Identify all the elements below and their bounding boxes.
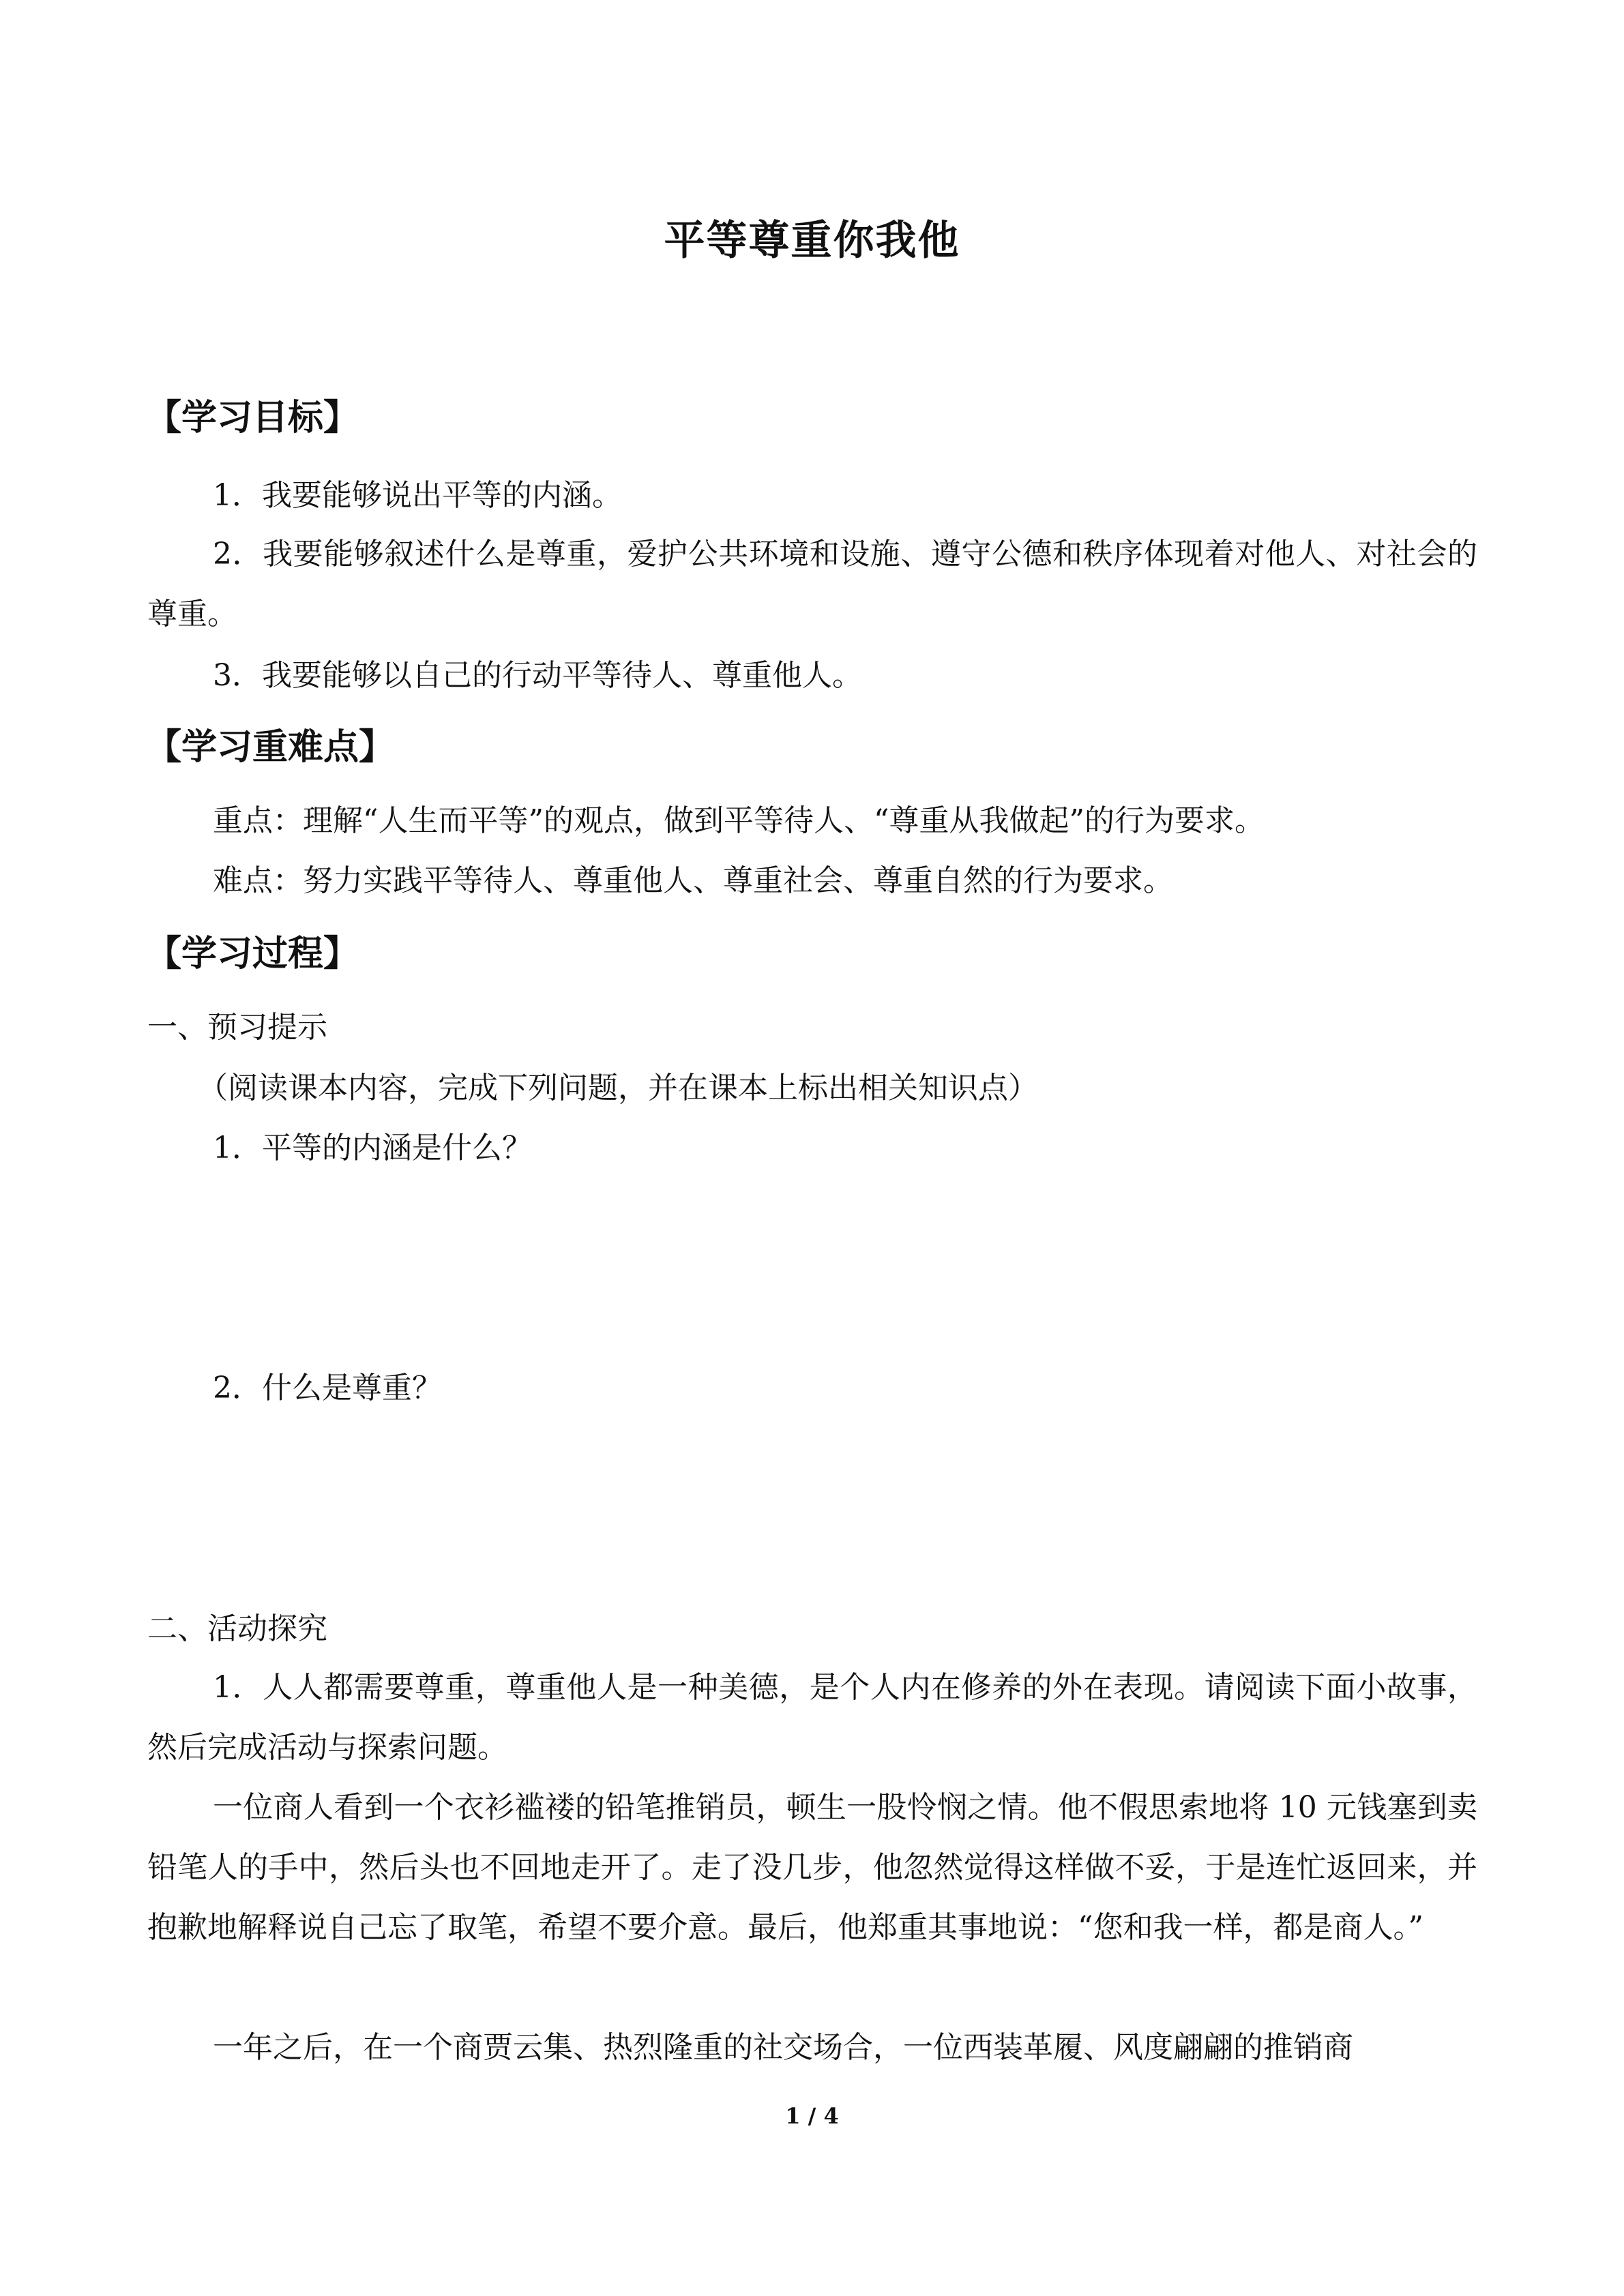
key-point-item: 重点：理解“人生而平等”的观点，做到平等待人、“尊重从我做起”的行为要求。 xyxy=(213,803,1265,838)
activity-paragraph-3: 一年之后，在一个商贾云集、热烈隆重的社交场合，一位西装革履、风度翩翩的推销商 xyxy=(213,2030,1353,2065)
goal-item-1: 1．我要能够说出平等的内涵。 xyxy=(213,478,622,513)
preview-note: （阅读课本内容，完成下列问题，并在课本上标出相关知识点） xyxy=(198,1071,1038,1105)
goal-item-3: 3．我要能够以自己的行动平等待人、尊重他人。 xyxy=(213,658,862,693)
preview-question-2: 2．什么是尊重？ xyxy=(213,1371,442,1405)
section-heading-goals: 【学习目标】 xyxy=(146,398,359,438)
section-heading-key-points: 【学习重难点】 xyxy=(146,727,395,768)
activity-paragraph-1: 1．人人都需要尊重，尊重他人是一种美德，是个人内在修养的外在表现。请阅读下面小故事，然后完成活动与探索问题。 xyxy=(147,1670,1477,1765)
activity-paragraph-2: 一位商人看到一个衣衫褴褛的铅笔推销员，顿生一股怜悯之情。他不假思索地将 10 元钱塞到卖铅笔人的手中，然后头也不回地走开了。走了没几步，他忽然觉得这样做不妥，于是连忙返回来，并抱歉地解释说自己忘了取笔，希望不要介意。最后，他郑重其事地说：“您和我一样，都是商人。” xyxy=(147,1790,1477,1945)
document-title: 平等尊重你我他 xyxy=(664,217,960,265)
section-heading-process: 【学习过程】 xyxy=(146,934,359,974)
activity-title: 二、活动探究 xyxy=(147,1611,327,1646)
difficult-point-item: 难点：努力实践平等待人、尊重他人、尊重社会、尊重自然的行为要求。 xyxy=(213,863,1173,898)
preview-title: 一、预习提示 xyxy=(147,1010,327,1045)
goal-item-2: 2．我要能够叙述什么是尊重，爱护公共环境和设施、遵守公德和秩序体现着对他人、对社会的尊重。 xyxy=(147,537,1477,631)
page-number: 1 / 4 xyxy=(785,2103,839,2129)
preview-question-1: 1．平等的内涵是什么？ xyxy=(213,1131,532,1165)
